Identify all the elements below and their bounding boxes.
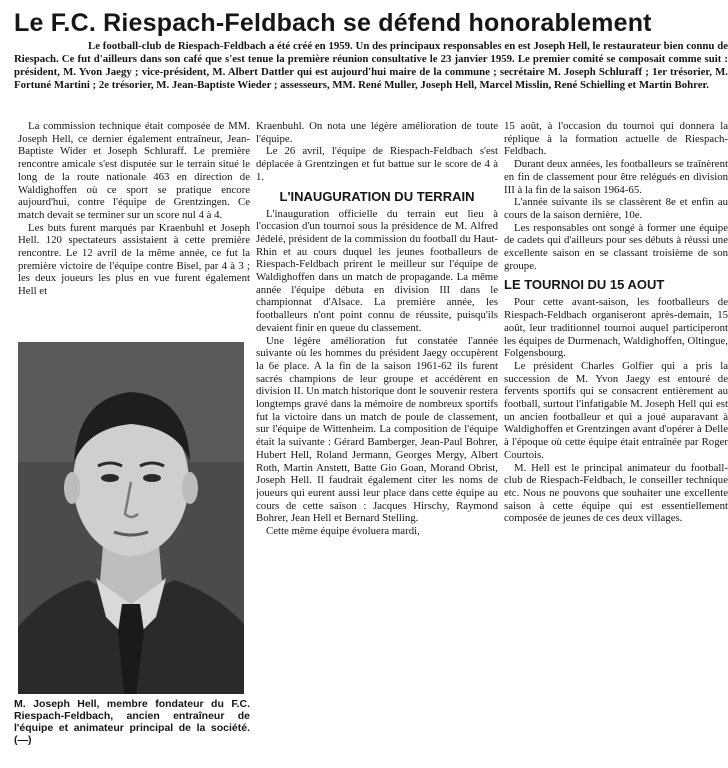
paragraph: Les buts furent marqués par Kraenbuhl et Joseph Hell. 120 spectateurs assistaient à cette première rencontre. Le 12 avril de la même année, ce fut la première victoire de l'équipe contre Bisel, par 4 à 3 ; les deux joueurs les plus en vue furent également Hell et (18, 221, 250, 298)
photo-caption: M. Joseph Hell, membre fondateur du F.C. Riespach-Feldbach, ancien entraîneur de l'équipe et animateur principal de la société. (—) (14, 698, 250, 746)
column-2 (256, 120, 498, 668)
column-1 (18, 120, 250, 338)
paragraph: Durant deux années, les footballeurs se traînèrent en fin de classement pour être relégués en division III à la fin de la saison 1964-65. (504, 158, 728, 196)
paragraph: Le président Charles Golfier qui a pris la succession de M. Yvon Jaegy est entouré de fervents sportifs qui se consacrent entièrement au football, surtout l'infatigable M. Joseph Hell qui est un ancien footballeur et qui a joué auparavant à Waldighoffen et Grentzingen avant d'opérer à Delle à l'époque où cette équipe était entraînée par Roger Courtois. (504, 359, 728, 461)
paragraph: L'inauguration officielle du terrain eut lieu à l'occasion d'un tournoi sous la présidence de M. Alfred Jédelé, président de la commission du football du Haut-Rhin et au cours duquel les jeunes footballeurs de Riespach-Feldbach prirent le meilleur sur l'équipe de Waldighoffen dans un match de propagande. La même année l'équipe débuta en division III dans le championnat d'Alsace. La première année, les footballeurs n'ont point connu de réussite, puisqu'ils devaient finir en queue du classement. (256, 207, 498, 334)
paragraph: Les responsables ont songé à former une équipe de cadets qui d'ailleurs pour ses débuts à réussi une excellente saison en se classant troisième de son groupe. (504, 221, 728, 272)
paragraph: M. Hell est le principal animateur du football-club de Riespach-Feldbach, le conseiller technique etc. Nous ne pouvons que souhaiter une excellente saison à cette équipe qui est essentiellement composée de jeunes de ces deux villages. (504, 461, 728, 525)
portrait-illustration (18, 342, 244, 694)
paragraph: Le 26 avril, l'équipe de Riespach-Feldbach s'est déplacée à Grentzingen et fut battue sur le score de 4 à 1. (256, 145, 498, 183)
paragraph: L'année suivante ils se classèrent 8e et enfin au cours de la saison dernière, 10e. (504, 196, 728, 221)
section-heading-inauguration: L'INAUGURATION DU TERRAIN (279, 188, 475, 204)
article-intro: Le football-club de Riespach-Feldbach a été créé en 1959. Un des principaux responsables en est Joseph Hell, le restaurateur bien connu de Riespach. Ce fut d'ailleurs dans son café que s'est tenue la première réunion consultative le 23 janvier 1959. Le premier comité se composait comme suit : président, M. Yvon Jaegy ; vice-président, M. Albert Dattler qui est aujourd'hui maire de la commune ; secrétaire M. Joseph Schluraff ; 1er trésorier, M. Fortuné Martini ; 2e trésorier, M. Jean-Baptiste Wieder ; assesseurs, MM. René Muller, Joseph Hell, Marcel Misslin, René Schielling et Martin Bohrer. (14, 40, 728, 91)
paragraph: 15 août, à l'occasion du tournoi qui donnera la réplique à la formation actuelle de Riespach-Feldbach. (504, 120, 728, 158)
paragraph: Kraenbuhl. On nota une légère amélioration de toute l'équipe. (256, 120, 498, 145)
portrait-photo (18, 342, 244, 694)
paragraph: Une légère amélioration fut constatée l'année suivante où les hommes du président Jaegy occupèrent la 6e place. A la fin de la saison 1961-62 ils furent sacrés champions de leur groupe et accédèrent en division II. Un match historique dont le souvenir restera longtemps gravé dans la mémoire de nombreux sportifs fut la victoire dans un match de poule de classement, sur l'équipe de Wittenheim. La composition de l'équipe était la suivante : Gérard Bamberger, Jean-Paul Bohrer, Hubert Hell, Roland Jermann, Georges Mergy, Albert Roth, Martin Anstett, Batte Gio Goan, Morand Obrist, Joseph Hell. Il faudrait également citer les noms de joueurs qui eurent aussi leur place dans cette équipe au cours de cette saison : Jacques Hirschy, Raymond Bohrer, Jean Hell et Bernard Stelling. (256, 334, 498, 525)
section-heading-tournoi: LE TOURNOI DU 15 AOUT (504, 277, 665, 293)
column-3 (504, 120, 728, 640)
paragraph: La commission technique était composée de MM. Joseph Hell, ce dernier également entraîneur, Jean-Baptiste Wider et Joseph Schluraff. Le première rencontre amicale s'est disputée sur le terrain situé le long de la route nationale 463 en direction de Waldighoffen où ce sport se pratique encore aujourd'hui, contre l'équipe de Grentzingen. Ce match devait se terminer sur un score nul 4 à 4. (18, 120, 250, 221)
paragraph: Pour cette avant-saison, les footballeurs de Riespach-Feldbach organiseront après-demain, 15 août, leur traditionnel tournoi auquel participeront les équipes de Durmenach, Waldighoffen, Oltingue, Folgensbourg. (504, 296, 728, 360)
article-headline: Le F.C. Riespach-Feldbach se défend honorablement (14, 9, 652, 37)
paragraph: Cette même équipe évoluera mardi, (266, 525, 420, 538)
